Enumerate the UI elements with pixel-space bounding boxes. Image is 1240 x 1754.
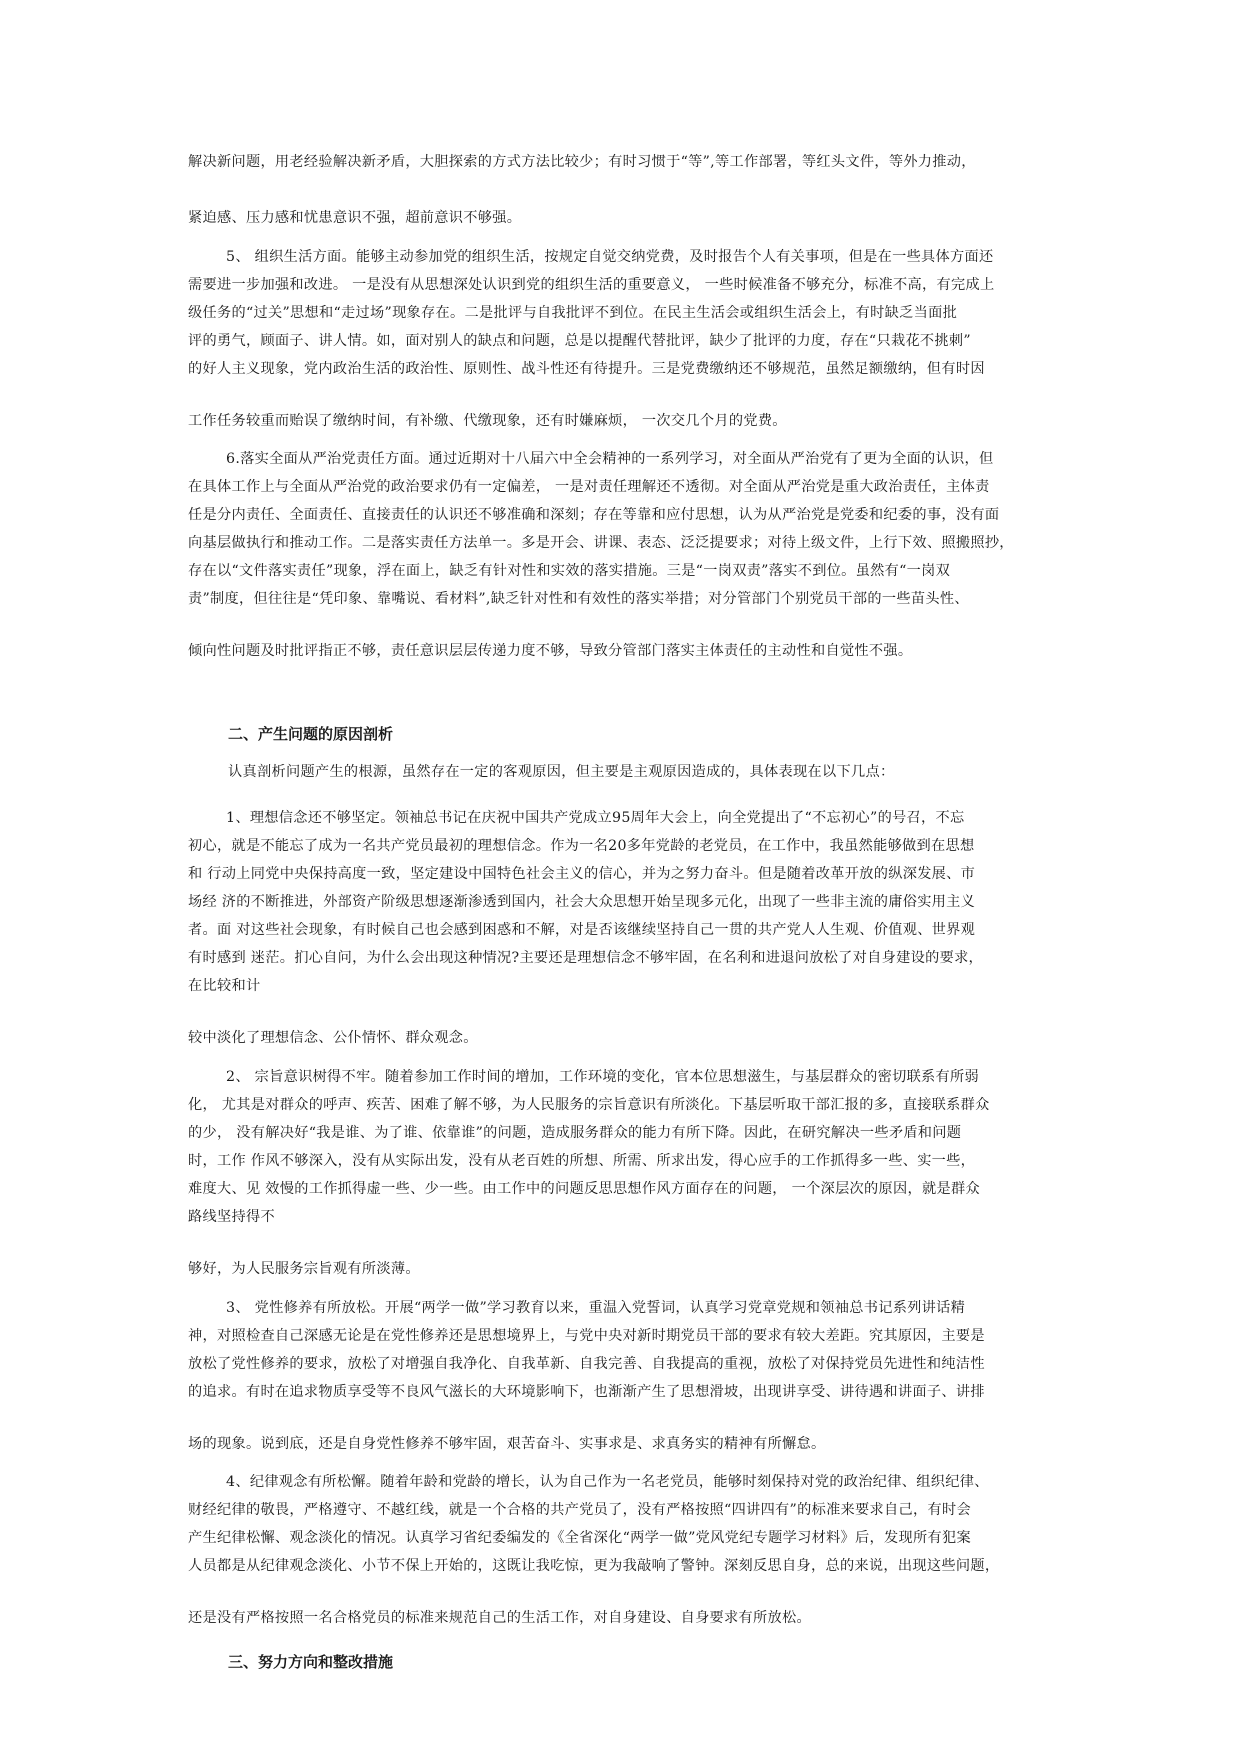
text-line: 人员都是从纪律观念淡化、小节不保上开始的，这既让我吃惊，更为我敲响了警钟。深刻反思自身，总的来说，出现这些问题， (188, 1558, 1000, 1574)
section-heading: 二、产生问题的原因剖析 (228, 725, 394, 743)
text-line: 初心，就是不能忘了成为一名共产党员最初的理想信念。作为一名20多年党龄的老党员，在工作中，我虽然能够做到在思想 (188, 838, 975, 854)
text-line: 工作任务较重而贻误了缴纳时间，有补缴、代缴现象，还有时嫌麻烦， 一次交几个月的党费。 (188, 413, 787, 429)
text-line: 6.落实全面从严治党责任方面。通过近期对十八届六中全会精神的一系列学习，对全面从严治党有了更为全面的认识，但 (226, 451, 994, 467)
text-line: 2、 宗旨意识树得不牢。随着参加工作时间的增加，工作环境的变化，官本位思想滋生，与基层群众的密切联系有所弱 (226, 1069, 980, 1085)
text-line: 在具体工作上与全面从严治党的政治要求仍有一定偏差， 一是对责任理解还不透彻。对全面从严治党是重大政治责任，主体责 (188, 479, 990, 495)
text-line: 向基层做执行和推动工作。二是落实责任方法单一。多是开会、讲课、表态、泛泛提要求；对待上级文件，上行下效、照搬照抄， (188, 535, 1014, 551)
text-line: 1、理想信念还不够坚定。领袖总书记在庆祝中国共产党成立95周年大会上，向全党提出了“不忘初心”的号召，不忘 (226, 810, 965, 826)
text-line: 的追求。有时在追求物质享受等不良风气滋长的大环境影响下，也渐渐产生了思想滑坡，出现讲享受、讲待遇和讲面子、讲排 (188, 1384, 985, 1400)
text-line: 需要进一步加强和改进。 一是没有从思想深处认识到党的组织生活的重要意义， 一些时候准备不够充分，标准不高，有完成上 (188, 277, 995, 293)
text-line: 评的勇气，顾面子、讲人情。如，面对别人的缺点和问题，总是以提醒代替批评，缺少了批评的力度，存在“只栽花不挑刺” (188, 333, 971, 349)
text-line: 的好人主义现象，党内政治生活的政治性、原则性、战斗性还有待提升。三是党费缴纳还不够规范，虽然足额缴纳，但有时因 (188, 361, 985, 377)
text-line: 有时感到 迷茫。扪心自问，为什么会出现这种情况?主要还是理想信念不够牢固，在名利和进退问放松了对自身建设的要求， (188, 950, 984, 966)
text-line: 和 行动上同党中央保持高度一致，坚定建设中国特色社会主义的信心，并为之努力奋斗。但是随着改革开放的纵深发展、市 (188, 866, 976, 882)
text-line: 够好，为人民服务宗旨观有所淡薄。 (188, 1261, 420, 1277)
text-line: 存在以“文件落实责任”现象，浮在面上，缺乏有针对性和实效的落实措施。三是“一岗双责”落实不到位。虽然有“一岗双 (188, 563, 951, 579)
text-line: 任是分内责任、全面责任、直接责任的认识还不够准确和深刻；存在等靠和应付思想，认为从严治党是党委和纪委的事，没有面 (188, 507, 1000, 523)
section-intro: 认真剖析问题产生的根源，虽然存在一定的客观原因，但主要是主观原因造成的，具体表现在以下几点： (228, 764, 895, 780)
text-line: 责”制度，但往往是“凭印象、靠嘴说、看材料”,缺乏针对性和有效性的落实举措；对分管部门个别党员干部的一些苗头性、 (188, 591, 969, 607)
text-line: 者。面 对这些社会现象，有时候自己也会感到困惑和不解，对是否该继续坚持自己一贯的共产党人人生观、价值观、世界观 (188, 922, 976, 938)
text-line: 级任务的“过关”思想和“走过场”现象存在。二是批评与自我批评不到位。在民主生活会或组织生活会上，有时缺乏当面批 (188, 305, 958, 321)
text-line: 场的现象。说到底，还是自身党性修养不够牢固，艰苦奋斗、实事求是、求真务实的精神有所懈怠。 (188, 1436, 826, 1452)
text-line: 场经 济的不断推进，外部资产阶级思想逐渐渗透到国内，社会大众思想开始呈现多元化，出现了一些非主流的庸俗实用主义 (188, 894, 976, 910)
text-line: 3、 党性修养有所放松。开展“两学一做”学习教育以来，重温入党誓词，认真学习党章党规和领袖总书记系列讲话精 (226, 1300, 966, 1316)
text-line: 解决新问题，用老经验解决新矛盾，大胆探索的方式方法比较少；有时习惯于“等”,等工作部署，等红头文件，等外力推动， (188, 154, 976, 170)
text-line: 的少， 没有解决好“我是谁、为了谁、依靠谁”的问题，造成服务群众的能力有所下降。因此，在研究解决一些矛盾和问题 (188, 1125, 962, 1141)
text-line: 还是没有严格按照一名合格党员的标准来规范自己的生活工作，对自身建设、自身要求有所放松。 (188, 1610, 811, 1626)
text-line: 放松了党性修养的要求，放松了对增强自我净化、自我革新、自我完善、自我提高的重视，放松了对保持党员先进性和纯洁性 (188, 1356, 985, 1372)
text-line: 倾向性问题及时批评指正不够，责任意识层层传递力度不够，导致分管部门落实主体责任的主动性和自觉性不强。 (188, 643, 913, 659)
text-line: 化， 尤其是对群众的呼声、疾苦、困难了解不够，为人民服务的宗旨意识有所淡化。下基层听取干部汇报的多，直接联系群众 (188, 1097, 990, 1113)
text-line: 神，对照检查自己深感无论是在党性修养还是思想境界上，与党中央对新时期党员干部的要求有较大差距。究其原因，主要是 (188, 1328, 985, 1344)
text-line: 较中淡化了理想信念、公仆情怀、群众观念。 (188, 1030, 478, 1046)
text-line: 难度大、见 效慢的工作抓得虚一些、少一些。由工作中的问题反思思想作风方面存在的问题， 一个深层次的原因，就是群众 (188, 1181, 980, 1197)
text-line: 紧迫感、压力感和忧患意识不强，超前意识不够强。 (188, 210, 522, 226)
text-line: 路线坚持得不 (188, 1209, 275, 1225)
section-heading: 三、努力方向和整改措施 (228, 1653, 394, 1671)
text-line: 4、纪律观念有所松懈。随着年龄和党龄的增长，认为自己作为一名老党员，能够时刻保持对党的政治纪律、组织纪律、 (226, 1474, 989, 1490)
text-line: 时，工作 作风不够深入，没有从实际出发，没有从老百姓的所想、所需、所求出发，得心应手的工作抓得多一些、实一些， (188, 1153, 976, 1169)
text-line: 5、 组织生活方面。能够主动参加党的组织生活，按规定自觉交纳党费，及时报告个人有关事项，但是在一些具体方面还 (226, 249, 994, 265)
text-line: 财经纪律的敬畏，严格遵守、不越红线，就是一个合格的共产党员了，没有严格按照“四讲四有”的标准来要求自己，有时会 (188, 1502, 971, 1518)
text-line: 在比较和计 (188, 978, 261, 994)
text-line: 产生纪律松懈、观念淡化的情况。认真学习省纪委编发的《全省深化“两学一做”党风党纪专题学习材料》后，发现所有犯案 (188, 1530, 971, 1546)
